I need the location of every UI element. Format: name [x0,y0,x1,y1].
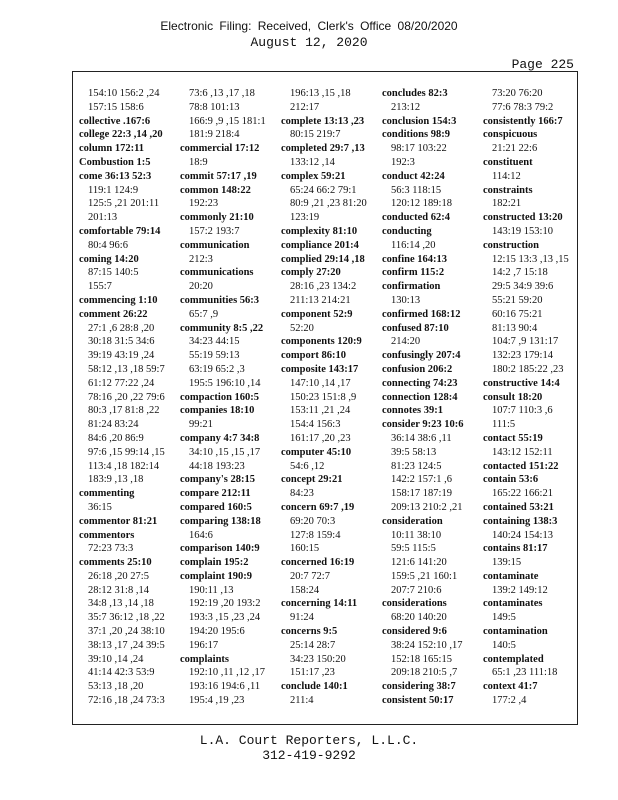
index-entry-references: 26:18 ,20 27:5 [88,570,149,582]
index-entry-references: 30:18 31:5 34:6 [88,336,155,348]
index-entry-references: 195:5 196:10 ,14 [189,377,261,389]
index-entry-term: compaction 160:5 [180,391,260,403]
index-entry-references: 63:19 65:2 ,3 [189,363,245,375]
index-entry-term: college 22:3 ,14 ,20 [79,129,163,141]
index-entry-references: 61:12 77:22 ,24 [88,377,155,389]
index-entry-references: 192:10 ,11 ,12 ,17 [189,667,266,679]
index-entry-term: commit 57:17 ,19 [180,170,257,182]
index-entry-references: 132:23 179:14 [492,350,553,362]
index-entry-references: 147:10 ,14 ,17 [290,377,351,389]
index-entry-references: 139:2 149:12 [492,584,548,596]
index-entry-references: 213:12 [391,101,421,113]
index-entry-references: 21:21 22:6 [492,143,538,155]
index-entry-term: confine 164:13 [382,253,448,265]
index-entry-term: complaints [180,653,230,665]
index-entry-term: comfortable 79:14 [79,225,161,237]
index-entry-term: consult 18:20 [483,391,543,403]
index-entry-term: concerning 14:11 [281,598,358,610]
index-entry-references: 139:15 [492,557,522,569]
index-entry-term: come 36:13 52:3 [79,170,152,182]
index-entry-references: 10:11 38:10 [391,529,442,541]
index-entry-references: 140:5 [492,639,516,651]
index-entry-term: commentor 81:21 [79,515,158,527]
index-entry-references: 81:24 83:24 [88,419,139,431]
index-entry-term: contaminate [483,570,539,582]
index-entry-term: conclusion 154:3 [382,115,457,127]
index-entry-references: 73:6 ,13 ,17 ,18 [189,88,255,99]
index-entry-term: community 8:5 ,22 [180,322,264,334]
index-entry-term: company 4:7 34:8 [180,432,260,444]
page-number: Page 225 [511,57,574,72]
index-entry-term: consistent 50:17 [382,695,454,707]
index-entry-term: complex 59:21 [281,170,346,182]
index-entry-references: 150:23 151:8 ,9 [290,391,357,403]
index-entry-references: 59:5 115:5 [391,543,436,555]
index-entry-term: comment 26:22 [79,308,148,320]
index-entry-references: 194:20 195:6 [189,626,245,638]
index-entry-references: 133:12 ,14 [290,156,335,168]
index-entry-references: 28:16 ,23 134:2 [290,281,357,293]
index-entry-term: connection 128:4 [382,391,458,403]
index-entry-term: compare 212:11 [180,488,251,500]
reporter-company: L.A. Court Reporters, L.L.C. [199,733,419,748]
index-entry-term: connotes 39:1 [382,405,443,417]
index-entry-references: 166:9 ,9 ,15 181:1 [189,115,266,127]
index-entry-references: 177:2 ,4 [492,695,527,707]
filing-stamp-line: Electronic Filing: Received, Clerk's Office 08/20/2020 [160,19,458,33]
index-entry-term: comparison 140:9 [180,543,260,555]
index-entry-references: 34:10 ,15 ,15 ,17 [189,446,261,458]
index-entry-references: 72:16 ,18 ,24 73:3 [88,695,165,707]
index-entry-references: 84:23 [290,488,314,500]
index-entry-term: constituent [483,156,533,168]
index-entry-term: component 52:9 [281,308,353,320]
index-entry-references: 211:13 214:21 [290,294,351,306]
index-entry-term: commonly 21:10 [180,212,254,224]
index-entry-references: 116:14 ,20 [391,239,436,251]
index-entry-term: comments 25:10 [79,557,152,569]
index-entry-term: consistently 166:7 [483,115,563,127]
index-entry-term: confirm 115:2 [382,267,445,279]
index-entry-term: confusingly 207:4 [382,350,461,362]
index-entry-references: 104:7 ,9 131:17 [492,336,559,348]
index-entry-references: 65:7 ,9 [189,308,219,320]
index-entry-references: 84:6 ,20 86:9 [88,432,144,444]
index-column [281,87,367,708]
index-entry-term: complain 195:2 [180,557,249,569]
index-entry-references: 192:23 [189,198,219,210]
index-entry-references: 39:19 43:19 ,24 [88,350,155,362]
index-entry-references: 192:19 ,20 193:2 [189,598,261,610]
index-entry-references: 78:8 101:13 [189,101,240,113]
index-entry-references: 35:7 36:12 ,18 ,22 [88,612,165,624]
index-entry-term: collective .167:6 [79,115,151,127]
index-entry-references: 113:4 ,18 182:14 [88,460,160,472]
index-entry-references: 182:21 [492,198,522,210]
index-entry-term: completed 29:7 ,13 [281,143,365,155]
index-entry-references: 127:8 159:4 [290,529,341,541]
index-entry-references: 212:17 [290,101,320,113]
index-entry-term: construction [483,239,539,251]
index-entry-references: 190:11 ,13 [189,584,234,596]
index-entry-term: Combustion 1:5 [79,156,151,168]
index-entry-term: complexity 81:10 [281,225,358,237]
index-entry-references: 87:15 140:5 [88,267,139,279]
index-column [483,87,569,708]
index-entry-references: 80:9 ,21 ,23 81:20 [290,198,367,210]
index-entry-references: 34:8 ,13 ,14 ,18 [88,598,154,610]
index-entry-term: contains 81:17 [483,543,548,555]
index-entry-references: 27:1 ,6 28:8 ,20 [88,322,155,334]
index-entry-term: concerns 9:5 [281,626,338,638]
index-entry-references: 20:7 72:7 [290,570,330,582]
index-entry-references: 157:15 158:6 [88,101,144,113]
index-entry-term: constructed 13:20 [483,212,563,224]
index-entry-references: 121:6 141:20 [391,557,447,569]
index-entry-references: 34:23 150:20 [290,653,346,665]
index-entry-references: 181:9 218:4 [189,129,240,141]
index-entry-references: 69:20 70:3 [290,515,336,527]
index-entry-term: contained 53:21 [483,501,554,513]
index-entry-references: 34:23 44:15 [189,336,240,348]
index-entry-references: 99:21 [189,419,213,431]
index-entry-term: communication [180,239,250,251]
index-entry-references: 201:13 [88,212,118,224]
index-entry-references: 193:16 194:6 ,11 [189,681,261,693]
index-entry-references: 212:3 [189,253,213,265]
index-entry-references: 25:14 28:7 [290,639,336,651]
index-entry-term: components 120:9 [281,336,362,348]
index-entry-references: 12:15 13:3 ,13 ,15 [492,253,569,265]
index-entry-references: 140:24 154:13 [492,529,553,541]
index-entry-references: 20:20 [189,281,213,293]
index-entry-term: comply 27:20 [281,267,341,279]
index-entry-references: 81:13 90:4 [492,322,538,334]
index-column [180,87,266,708]
index-entry-term: conditions 98:9 [382,129,450,141]
index-entry-references: 154:10 156:2 ,24 [88,88,160,99]
index-entry-references: 55:19 59:13 [189,350,240,362]
index-entry-term: concern 69:7 ,19 [281,501,355,513]
index-entry-term: contacted 151:22 [483,460,559,472]
index-entry-references: 192:3 [391,156,415,168]
index-column [79,87,165,708]
index-entry-references: 196:13 ,15 ,18 [290,88,351,99]
index-entry-references: 143:12 152:11 [492,446,553,458]
index-entry-references: 161:17 ,20 ,23 [290,432,351,444]
index-entry-term: contain 53:6 [483,474,539,486]
index-entry-term: conspicuous [483,129,538,141]
index-entry-references: 207:7 210:6 [391,584,442,596]
index-entry-term: common 148:22 [180,184,251,196]
index-entry-references: 41:14 42:3 53:9 [88,667,155,679]
index-entry-references: 98:17 103:22 [391,143,447,155]
index-entry-references: 55:21 59:20 [492,294,543,306]
index-entry-references: 60:16 75:21 [492,308,543,320]
index-column [382,87,463,708]
index-entry-term: contamination [483,626,548,638]
index-entry-references: 72:23 73:3 [88,543,134,555]
index-entry-term: constraints [483,184,533,196]
index-entry-references: 73:20 76:20 [492,88,543,99]
index-entry-references: 159:5 ,21 160:1 [391,570,458,582]
index-entry-term: consider 9:23 10:6 [382,419,464,431]
index-entry-references: 158:17 187:19 [391,488,452,500]
index-entry-references: 143:19 153:10 [492,225,553,237]
index-entry-term: commercial 17:12 [180,143,260,155]
index-entry-references: 65:1 ,23 111:18 [492,667,558,679]
index-entry-term: containing 138:3 [483,515,558,527]
index-entry-references: 68:20 140:20 [391,612,447,624]
reporter-phone: 312-419-9292 [262,748,356,763]
index-entry-references: 80:3 ,17 81:8 ,22 [88,405,160,417]
index-entry-references: 119:1 124:9 [88,184,139,196]
index-entry-references: 91:24 [290,612,314,624]
index-entry-references: 65:24 66:2 79:1 [290,184,357,196]
index-entry-term: communications [180,267,254,279]
index-entry-references: 81:23 124:5 [391,460,442,472]
index-entry-term: conducting [382,225,432,237]
index-entry-references: 52:20 [290,322,314,334]
index-entry-term: comport 86:10 [281,350,347,362]
index-entry-references: 180:2 185:22 ,23 [492,363,564,375]
index-entry-term: commentors [79,529,135,541]
index-entry-references: 54:6 ,12 [290,460,325,472]
index-entry-term: communities 56:3 [180,294,260,306]
index-entry-references: 38:24 152:10 ,17 [391,639,463,651]
transcript-date: August 12, 2020 [250,35,368,50]
index-entry-references: 36:14 38:6 ,11 [391,432,452,444]
index-entry-references: 77:6 78:3 79:2 [492,101,554,113]
index-entry-references: 114:12 [492,170,521,182]
index-entry-references: 111:5 [492,419,516,431]
index-entry-term: confusion 206:2 [382,363,453,375]
index-entry-term: confirmation [382,281,441,293]
index-entry-references: 18:9 [189,156,208,168]
index-entry-references: 14:2 ,7 15:18 [492,267,548,279]
index-entry-references: 97:6 ,15 99:14 ,15 [88,446,165,458]
index-entry-term: company's 28:15 [180,474,255,486]
index-entry-term: compliance 201:4 [281,239,359,251]
index-entry-term: considerations [382,598,447,610]
index-entry-term: complete 13:13 ,23 [281,115,365,127]
index-entry-references: 165:22 166:21 [492,488,553,500]
index-entry-references: 196:17 [189,639,219,651]
index-box [72,71,578,725]
index-entry-term: companies 18:10 [180,405,255,417]
index-entry-references: 78:16 ,20 ,22 79:6 [88,391,165,403]
index-entry-references: 125:5 ,21 201:11 [88,198,160,210]
index-entry-references: 130:13 [391,294,421,306]
index-entry-term: computer 45:10 [281,446,352,458]
index-entry-references: 56:3 118:15 [391,184,442,196]
index-entry-term: comparing 138:18 [180,515,261,527]
index-entry-references: 28:12 31:8 ,14 [88,584,149,596]
index-entry-references: 44:18 193:23 [189,460,245,472]
index-entry-references: 209:13 210:2 ,21 [391,501,463,513]
index-entry-references: 80:15 219:7 [290,129,341,141]
index-entry-references: 158:24 [290,584,320,596]
index-entry-references: 36:15 [88,501,112,513]
index-entry-references: 142:2 157:1 ,6 [391,474,452,486]
index-entry-term: concept 29:21 [281,474,343,486]
index-entry-term: column 172:11 [79,143,145,155]
index-entry-term: considered 9:6 [382,626,447,638]
index-entry-term: complaint 190:9 [180,570,253,582]
index-entry-references: 151:17 ,23 [290,667,335,679]
index-entry-term: coming 14:20 [79,253,139,265]
index-entry-references: 153:11 ,21 ,24 [290,405,351,417]
index-entry-references: 39:10 ,14 ,24 [88,653,144,665]
index-entry-references: 195:4 ,19 ,23 [189,695,245,707]
index-entry-references: 53:13 ,18 ,20 [88,681,144,693]
index-entry-references: 183:9 ,13 ,18 [88,474,144,486]
index-entry-term: consideration [382,515,443,527]
index-entry-references: 154:4 156:3 [290,419,341,431]
index-entry-references: 149:5 [492,612,516,624]
index-entry-term: constructive 14:4 [483,377,560,389]
index-entry-term: conduct 42:24 [382,170,445,182]
index-entry-references: 160:15 [290,543,320,555]
index-entry-term: context 41:7 [483,681,538,693]
index-entry-term: conclude 140:1 [281,681,348,693]
index-entry-references: 155:7 [88,281,112,293]
index-entry-references: 211:4 [290,695,314,707]
index-entry-references: 164:6 [189,529,213,541]
index-entry-term: contact 55:19 [483,432,543,444]
index-entry-term: concerned 16:19 [281,557,355,569]
index-entry-references: 120:12 189:18 [391,198,452,210]
index-entry-references: 80:4 96:6 [88,239,128,251]
index-entry-references: 157:2 193:7 [189,225,240,237]
index-entry-term: considering 38:7 [382,681,456,693]
index-entry-references: 152:18 165:15 [391,653,452,665]
index-entry-term: concludes 82:3 [382,88,448,99]
index-entry-references: 39:5 58:13 [391,446,437,458]
index-entry-references: 58:12 ,13 ,18 59:7 [88,363,165,375]
index-entry-term: confirmed 168:12 [382,308,461,320]
index-entry-term: confused 87:10 [382,322,449,334]
index-entry-references: 214:20 [391,336,421,348]
index-entry-references: 107:7 110:3 ,6 [492,405,553,417]
index-entry-term: conducted 62:4 [382,212,450,224]
index-entry-term: commencing 1:10 [79,294,158,306]
index-entry-references: 209:18 210:5 ,7 [391,667,458,679]
index-entry-term: compared 160:5 [180,501,252,513]
index-entry-term: contaminates [483,598,543,610]
index-entry-term: connecting 74:23 [382,377,458,389]
index-entry-term: composite 143:17 [281,363,359,375]
index-entry-references: 123:19 [290,212,320,224]
index-entry-references: 193:3 ,15 ,23 ,24 [189,612,261,624]
index-entry-term: contemplated [483,653,544,665]
index-entry-references: 37:1 ,20 ,24 38:10 [88,626,165,638]
index-entry-references: 29:5 34:9 39:6 [492,281,554,293]
index-entry-term: commenting [79,488,135,500]
index-entry-term: complied 29:14 ,18 [281,253,365,265]
index-entry-references: 38:13 ,17 ,24 39:5 [88,639,165,651]
